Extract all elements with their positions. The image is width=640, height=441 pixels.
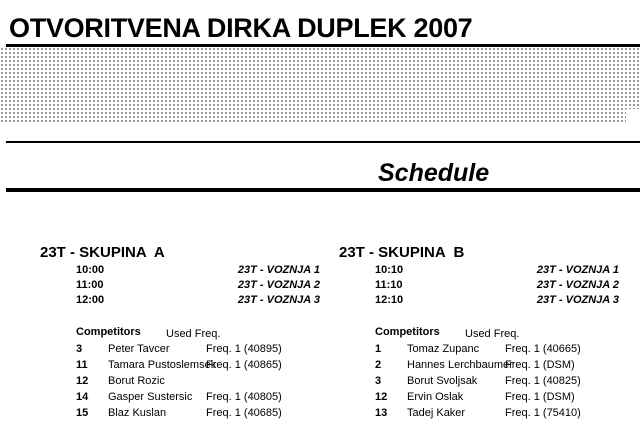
schedule-row bbox=[339, 264, 639, 279]
group-a bbox=[40, 244, 340, 434]
schedule-time: 12:10 bbox=[375, 294, 404, 306]
competitor-row bbox=[339, 343, 639, 359]
competitor-name: Blaz Kuslan bbox=[108, 407, 167, 419]
competitor-number: 12 bbox=[375, 391, 388, 403]
schedule-event: 23T - VOZNJA 3 bbox=[536, 294, 619, 306]
competitor-number: 3 bbox=[76, 343, 83, 355]
competitor-number: 13 bbox=[375, 407, 388, 419]
middle-divider bbox=[6, 141, 640, 143]
competitor-name: Borut Svoljsak bbox=[407, 375, 478, 387]
competitors-label: Competitors bbox=[76, 326, 141, 338]
competitor-row bbox=[40, 391, 340, 407]
competitor-freq: Freq. 1 (DSM) bbox=[505, 391, 575, 403]
schedule-event: 23T - VOZNJA 2 bbox=[237, 279, 320, 291]
competitor-number: 2 bbox=[375, 359, 382, 371]
competitor-number: 12 bbox=[76, 375, 89, 387]
dotted-banner bbox=[0, 47, 640, 123]
competitor-freq: Freq. 1 (75410) bbox=[505, 407, 581, 419]
schedule-row bbox=[40, 294, 340, 309]
competitor-number: 11 bbox=[76, 359, 88, 371]
competitor-row bbox=[339, 375, 639, 391]
competitor-freq: Freq. 1 (40665) bbox=[505, 343, 581, 355]
bottom-divider bbox=[6, 188, 640, 192]
competitor-row bbox=[339, 391, 639, 407]
schedule-time: 11:00 bbox=[76, 279, 104, 291]
page-title: OTVORITVENA DIRKA DUPLEK 2007 bbox=[9, 13, 473, 43]
competitor-row bbox=[40, 407, 340, 423]
competitor-number: 14 bbox=[76, 391, 89, 403]
competitor-name: Peter Tavcer bbox=[108, 343, 170, 355]
schedule-row bbox=[339, 294, 639, 309]
schedule-event: 23T - VOZNJA 1 bbox=[536, 264, 619, 276]
group-b bbox=[339, 244, 639, 434]
competitors-label: Competitors bbox=[375, 326, 440, 338]
competitor-row bbox=[339, 407, 639, 423]
competitor-freq: Freq. 1 (DSM) bbox=[505, 359, 575, 371]
competitor-freq: Freq. 1 (40865) bbox=[206, 359, 282, 371]
competitor-number: 3 bbox=[375, 375, 382, 387]
used-freq-label: Used Freq. bbox=[166, 328, 221, 340]
competitor-row bbox=[40, 359, 340, 375]
competitor-name: Hannes Lerchbaumer bbox=[407, 359, 513, 371]
competitor-name: Tamara Pustoslemsek bbox=[108, 359, 217, 371]
competitor-name: Gasper Sustersic bbox=[108, 391, 193, 403]
competitor-row bbox=[40, 375, 340, 391]
competitor-freq: Freq. 1 (40895) bbox=[206, 343, 282, 355]
competitor-name: Tadej Kaker bbox=[407, 407, 466, 419]
used-freq-label: Used Freq. bbox=[465, 328, 520, 340]
schedule-row bbox=[40, 279, 340, 294]
schedule-time: 10:00 bbox=[76, 264, 105, 276]
competitor-row bbox=[339, 359, 639, 375]
schedule-heading: Schedule bbox=[378, 159, 490, 187]
competitor-freq: Freq. 1 (40685) bbox=[206, 407, 282, 419]
schedule-row bbox=[40, 264, 340, 279]
competitor-name: Tomaz Zupanc bbox=[407, 343, 480, 355]
schedule-time: 11:10 bbox=[375, 279, 403, 291]
competitor-number: 1 bbox=[375, 343, 382, 355]
schedule-event: 23T - VOZNJA 1 bbox=[237, 264, 320, 276]
competitor-row bbox=[40, 343, 340, 359]
group-title: 23T - SKUPINA A bbox=[40, 244, 165, 261]
competitor-freq: Freq. 1 (40825) bbox=[505, 375, 581, 387]
competitor-name: Ervin Oslak bbox=[407, 391, 464, 403]
schedule-row bbox=[339, 279, 639, 294]
banner-notch bbox=[626, 109, 640, 123]
competitor-name: Borut Rozic bbox=[108, 375, 165, 387]
competitor-freq: Freq. 1 (40805) bbox=[206, 391, 282, 403]
schedule-time: 12:00 bbox=[76, 294, 105, 306]
group-title: 23T - SKUPINA B bbox=[339, 244, 465, 261]
schedule-event: 23T - VOZNJA 2 bbox=[536, 279, 619, 291]
competitor-number: 15 bbox=[76, 407, 89, 419]
schedule-event: 23T - VOZNJA 3 bbox=[237, 294, 320, 306]
schedule-time: 10:10 bbox=[375, 264, 404, 276]
